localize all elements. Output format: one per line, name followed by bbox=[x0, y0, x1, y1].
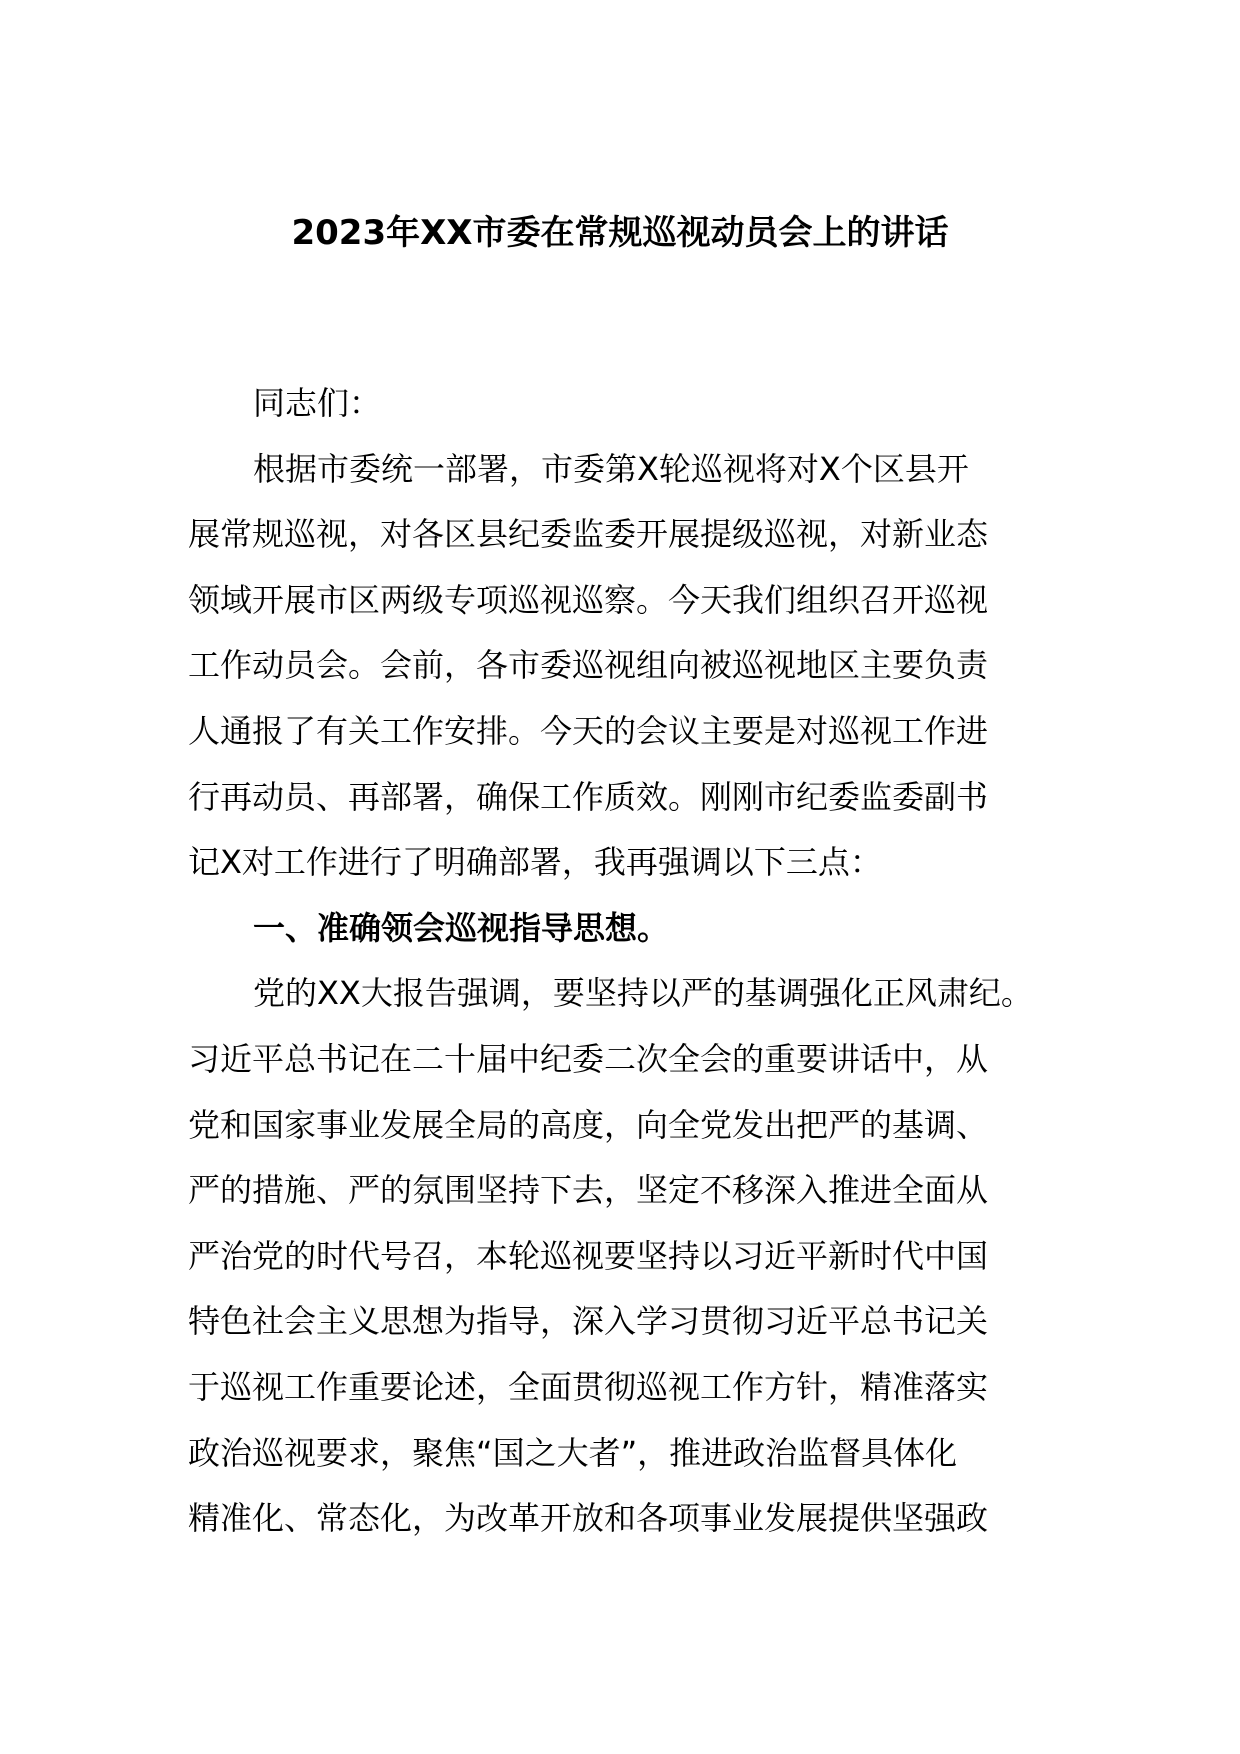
paragraph-line: 党和国家事业发展全局的高度，向全党发出把严的基调、 bbox=[188, 1105, 989, 1144]
paragraph-line: 记X对工作进行了明确部署，我再强调以下三点： bbox=[188, 843, 882, 882]
paragraph-line: 严治党的时代号召，本轮巡视要坚持以习近平新时代中国 bbox=[188, 1236, 989, 1275]
page-title: 2023年XX市委在常规巡视动员会上的讲话 bbox=[291, 213, 949, 253]
paragraph-line: 工作动员会。会前，各市委巡视组向被巡视地区主要负责 bbox=[188, 646, 989, 685]
paragraph-line: 根据市委统一部署，市委第X轮巡视将对X个区县开 bbox=[253, 449, 969, 488]
paragraph-line: 行再动员、再部署，确保工作质效。刚刚市纪委监委副书 bbox=[188, 777, 989, 816]
paragraph-line: 于巡视工作重要论述，全面贯彻巡视工作方针，精准落实 bbox=[188, 1367, 989, 1406]
section-heading: 一、准确领会巡视指导思想。 bbox=[253, 908, 670, 947]
paragraph-line: 人通报了有关工作安排。今天的会议主要是对巡视工作进 bbox=[188, 711, 989, 750]
paragraph-line: 严的措施、严的氛围坚持下去，坚定不移深入推进全面从 bbox=[188, 1171, 989, 1210]
paragraph-line: 精准化、常态化，为改革开放和各项事业发展提供坚强政 bbox=[188, 1499, 989, 1538]
paragraph-1 bbox=[188, 437, 1068, 896]
paragraph-line: 展常规巡视，对各区县纪委监委开展提级巡视，对新业态 bbox=[188, 515, 989, 554]
document-body bbox=[188, 371, 1068, 1552]
paragraph-2 bbox=[188, 961, 1068, 1551]
paragraph-line: 领域开展市区两级专项巡视巡察。今天我们组织召开巡视 bbox=[188, 580, 989, 619]
salutation: 同志们： bbox=[253, 384, 382, 422]
paragraph-line: 政治巡视要求，聚焦“国之大者”，推进政治监督具体化 bbox=[188, 1433, 958, 1472]
paragraph-line: 党的XX大报告强调，要坚持以严的基调强化正风肃纪。 bbox=[253, 974, 1033, 1013]
paragraph-line: 特色社会主义思想为指导，深入学习贯彻习近平总书记关 bbox=[188, 1302, 989, 1341]
paragraph-line: 习近平总书记在二十届中纪委二次全会的重要讲话中，从 bbox=[188, 1039, 989, 1078]
